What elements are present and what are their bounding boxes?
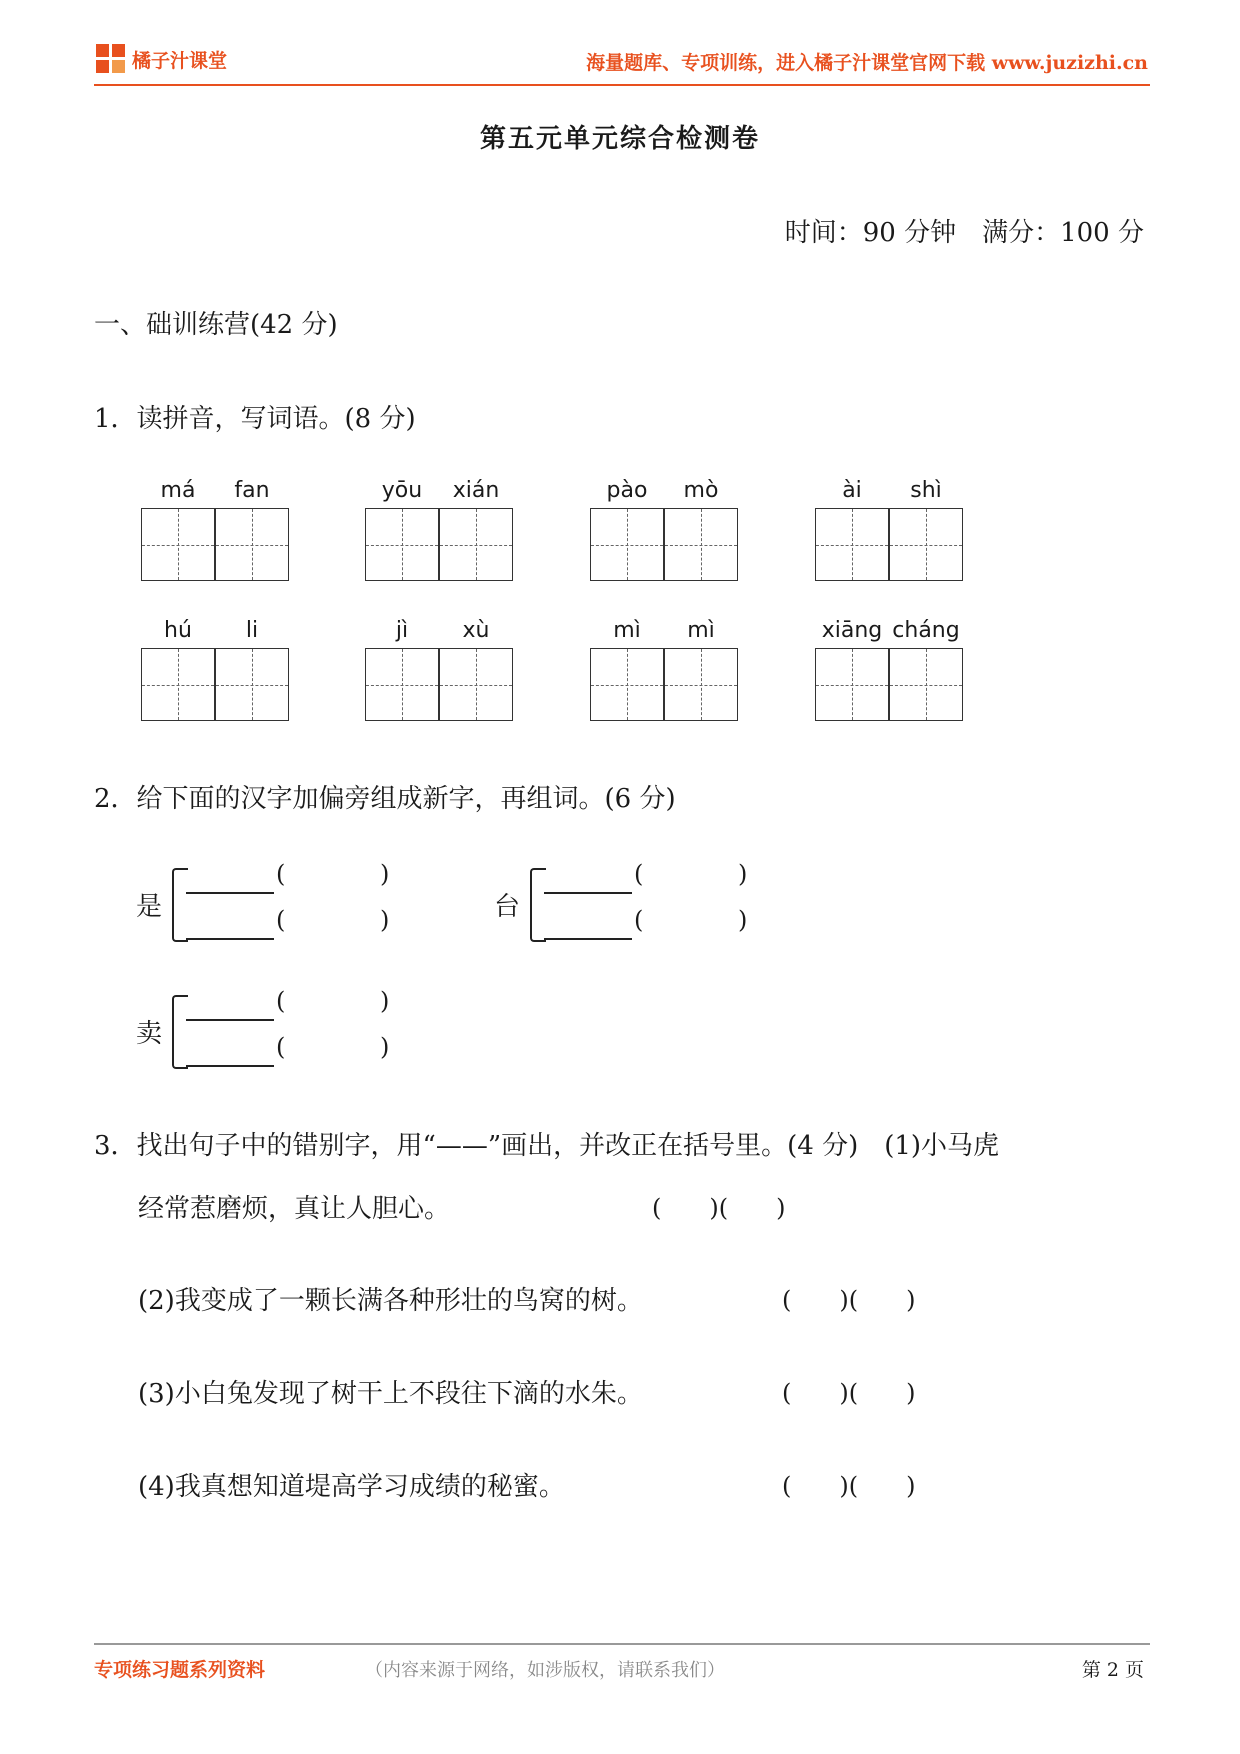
writing-cell[interactable] — [889, 508, 963, 581]
word-blank-open[interactable]: ( — [634, 860, 644, 888]
answer-blanks-2[interactable]: ( )( ) — [782, 1286, 916, 1314]
brand-logo-icon — [96, 44, 126, 74]
writing-cell[interactable] — [215, 648, 289, 721]
writing-cell[interactable] — [664, 508, 738, 581]
sentence-4: (4)我真想知道堤高学习成绩的秘蜜。 — [138, 1472, 565, 1502]
brand-name: 橘子汁课堂 — [132, 50, 228, 72]
pinyin-label: mì — [687, 618, 715, 643]
radical-answer-line[interactable] — [186, 938, 274, 940]
radical-answer-line[interactable] — [544, 938, 632, 940]
word-blank-close: ) — [380, 906, 390, 934]
answer-blanks-1[interactable]: ( )( ) — [652, 1194, 786, 1222]
word-blank-close: ) — [738, 860, 748, 888]
pinyin-label: li — [245, 618, 259, 643]
pinyin-label: shì — [910, 478, 942, 503]
page-title: 第五元单元综合检测卷 — [479, 124, 760, 154]
exam-meta: 时间：90 分钟 满分：100 分 — [784, 218, 1144, 248]
base-character: 台 — [494, 892, 521, 922]
pinyin-label: jì — [395, 618, 409, 643]
writing-cell[interactable] — [590, 508, 664, 581]
pinyin-label: cháng — [892, 618, 960, 643]
word-blank-open[interactable]: ( — [276, 860, 286, 888]
word-blank-close: ) — [380, 860, 390, 888]
bracket-icon — [172, 995, 188, 1069]
section-heading: 一、础训练营(42 分) — [94, 310, 338, 340]
pinyin-label: xù — [462, 618, 490, 643]
pinyin-label: xián — [452, 478, 500, 503]
pinyin-label: ài — [842, 478, 862, 503]
bracket-icon — [530, 868, 546, 942]
pinyin-label: hú — [164, 618, 192, 643]
header-divider — [94, 84, 1150, 86]
radical-answer-line[interactable] — [186, 1065, 274, 1067]
word-blank-close: ) — [380, 1033, 390, 1061]
pinyin-label: xiāng — [821, 618, 883, 643]
pinyin-label: yōu — [381, 478, 423, 503]
word-blank-close: ) — [738, 906, 748, 934]
question-3-prompt: 3．找出句子中的错别字，用“——”画出，并改正在括号里。(4 分) (1)小马虎 — [94, 1131, 1000, 1161]
sentence-1-continued: 经常惹磨烦，真让人胆心。 — [138, 1194, 451, 1224]
sentence-3: (3)小白兔发现了树干上不段往下滴的水朱。 — [138, 1379, 643, 1409]
bracket-icon — [172, 868, 188, 942]
footer-series: 专项练习题系列资料 — [94, 1659, 266, 1681]
word-blank-open[interactable]: ( — [634, 906, 644, 934]
writing-cell[interactable] — [439, 648, 513, 721]
writing-cell[interactable] — [365, 648, 439, 721]
radical-answer-line[interactable] — [544, 892, 632, 894]
header-slogan[interactable]: 海量题库、专项训练，进入橘子汁课堂官网下载 www.juzizhi.cn — [586, 52, 1148, 74]
writing-cell[interactable] — [815, 508, 889, 581]
pinyin-label: mò — [683, 478, 719, 503]
writing-cell[interactable] — [141, 508, 215, 581]
writing-cell[interactable] — [815, 648, 889, 721]
pinyin-label: má — [160, 478, 196, 503]
writing-cell[interactable] — [590, 648, 664, 721]
writing-cell[interactable] — [141, 648, 215, 721]
base-character: 是 — [136, 892, 163, 922]
answer-blanks-4[interactable]: ( )( ) — [782, 1472, 916, 1500]
writing-cell[interactable] — [365, 508, 439, 581]
writing-cell[interactable] — [439, 508, 513, 581]
radical-answer-line[interactable] — [186, 1019, 274, 1021]
writing-cell[interactable] — [889, 648, 963, 721]
word-blank-close: ) — [380, 987, 390, 1015]
footer-divider — [94, 1643, 1150, 1645]
pinyin-label: mì — [613, 618, 641, 643]
word-blank-open[interactable]: ( — [276, 1033, 286, 1061]
word-blank-open[interactable]: ( — [276, 906, 286, 934]
page-number: 第 2 页 — [1081, 1659, 1144, 1681]
pinyin-label: fan — [234, 478, 270, 503]
question-1-prompt: 1．读拼音，写词语。(8 分) — [94, 404, 416, 434]
word-blank-open[interactable]: ( — [276, 987, 286, 1015]
sentence-2: (2)我变成了一颗长满各种形壮的鸟窝的树。 — [138, 1286, 643, 1316]
footer-copyright: （内容来源于网络，如涉版权，请联系我们） — [365, 1660, 725, 1681]
writing-cell[interactable] — [215, 508, 289, 581]
writing-cell[interactable] — [664, 648, 738, 721]
question-2-prompt: 2．给下面的汉字加偏旁组成新字，再组词。(6 分) — [94, 784, 676, 814]
pinyin-label: pào — [606, 478, 648, 503]
radical-answer-line[interactable] — [186, 892, 274, 894]
answer-blanks-3[interactable]: ( )( ) — [782, 1379, 916, 1407]
base-character: 卖 — [136, 1019, 163, 1049]
